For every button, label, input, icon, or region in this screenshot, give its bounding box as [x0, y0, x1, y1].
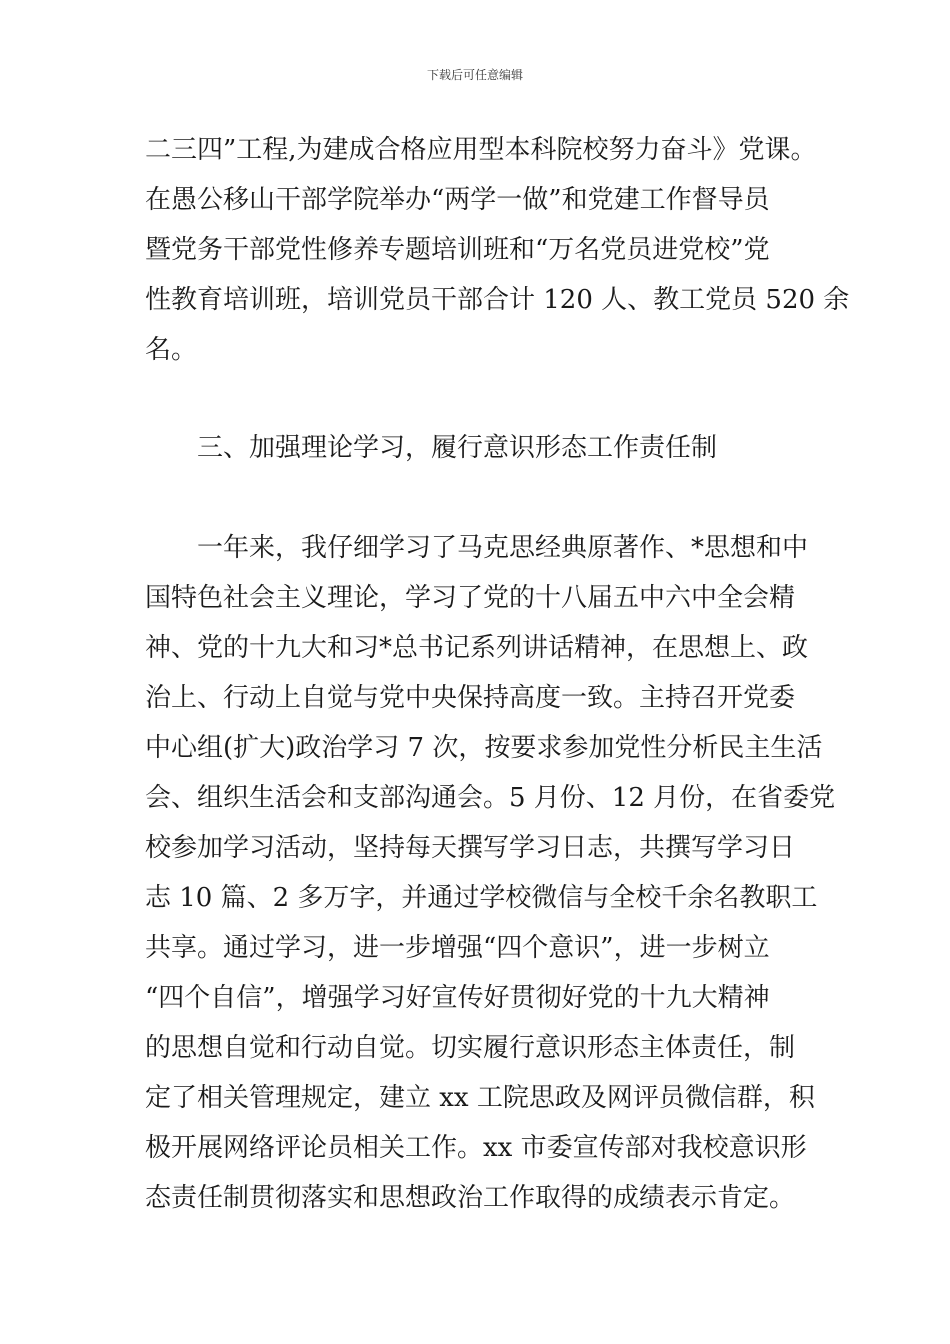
paragraph1-line-5: 名。 [145, 335, 198, 365]
paragraph1-line-2: 在愚公移山干部学院举办“两学一做”和党建工作督导员 [145, 185, 770, 215]
paragraph2-line-12: 定了相关管理规定，建立 xx 工院思政及网评员微信群，积 [145, 1083, 815, 1113]
paragraph2-line-7: 校参加学习活动，坚持每天撰写学习日志，共撰写学习日 [145, 833, 796, 863]
paragraph2-line-5: 中心组(扩大)政治学习 7 次，按要求参加党性分析民主生活 [145, 733, 823, 763]
paragraph2-line-4: 治上、行动上自觉与党中央保持高度一致。主持召开党委 [145, 683, 796, 713]
paragraph1-line-1: 二三四”工程,为建成合格应用型本科院校努力奋斗》党课。 [145, 135, 817, 165]
paragraph2-line-8: 志 10 篇、2 多万字，并通过学校微信与全校千余名教职工 [145, 883, 818, 913]
paragraph1-line-4: 性教育培训班，培训党员干部合计 120 人、教工党员 520 余 [145, 285, 850, 315]
paragraph2-line-11: 的思想自觉和行动自觉。切实履行意识形态主体责任，制 [145, 1033, 796, 1063]
header-note: 下载后可任意编辑 [426, 68, 523, 82]
paragraph2-line-14: 态责任制贯彻落实和思想政治工作取得的成绩表示肯定。 [145, 1183, 796, 1213]
paragraph2-line-6: 会、组织生活会和支部沟通会。5 月份、12 月份，在省委党 [145, 783, 836, 813]
paragraph2-line-3: 神、党的十九大和习*总书记系列讲话精神，在思想上、政 [145, 633, 809, 663]
paragraph2-line-1: 一年来，我仔细学习了马克思经典原著作、*思想和中 [197, 533, 809, 563]
paragraph2-line-10: “四个自信”，增强学习好宣传好贯彻好党的十九大精神 [145, 983, 770, 1013]
paragraph2-line-2: 国特色社会主义理论，学习了党的十八届五中六中全会精 [145, 583, 796, 613]
paragraph1-line-3: 暨党务干部党性修养专题培训班和“万名党员进党校”党 [145, 235, 770, 265]
section-heading: 三、加强理论学习，履行意识形态工作责任制 [197, 433, 718, 463]
paragraph2-line-9: 共享。通过学习，进一步增强“四个意识”，进一步树立 [145, 933, 770, 963]
paragraph2-line-13: 极开展网络评论员相关工作。xx 市委宣传部对我校意识形 [145, 1133, 807, 1163]
